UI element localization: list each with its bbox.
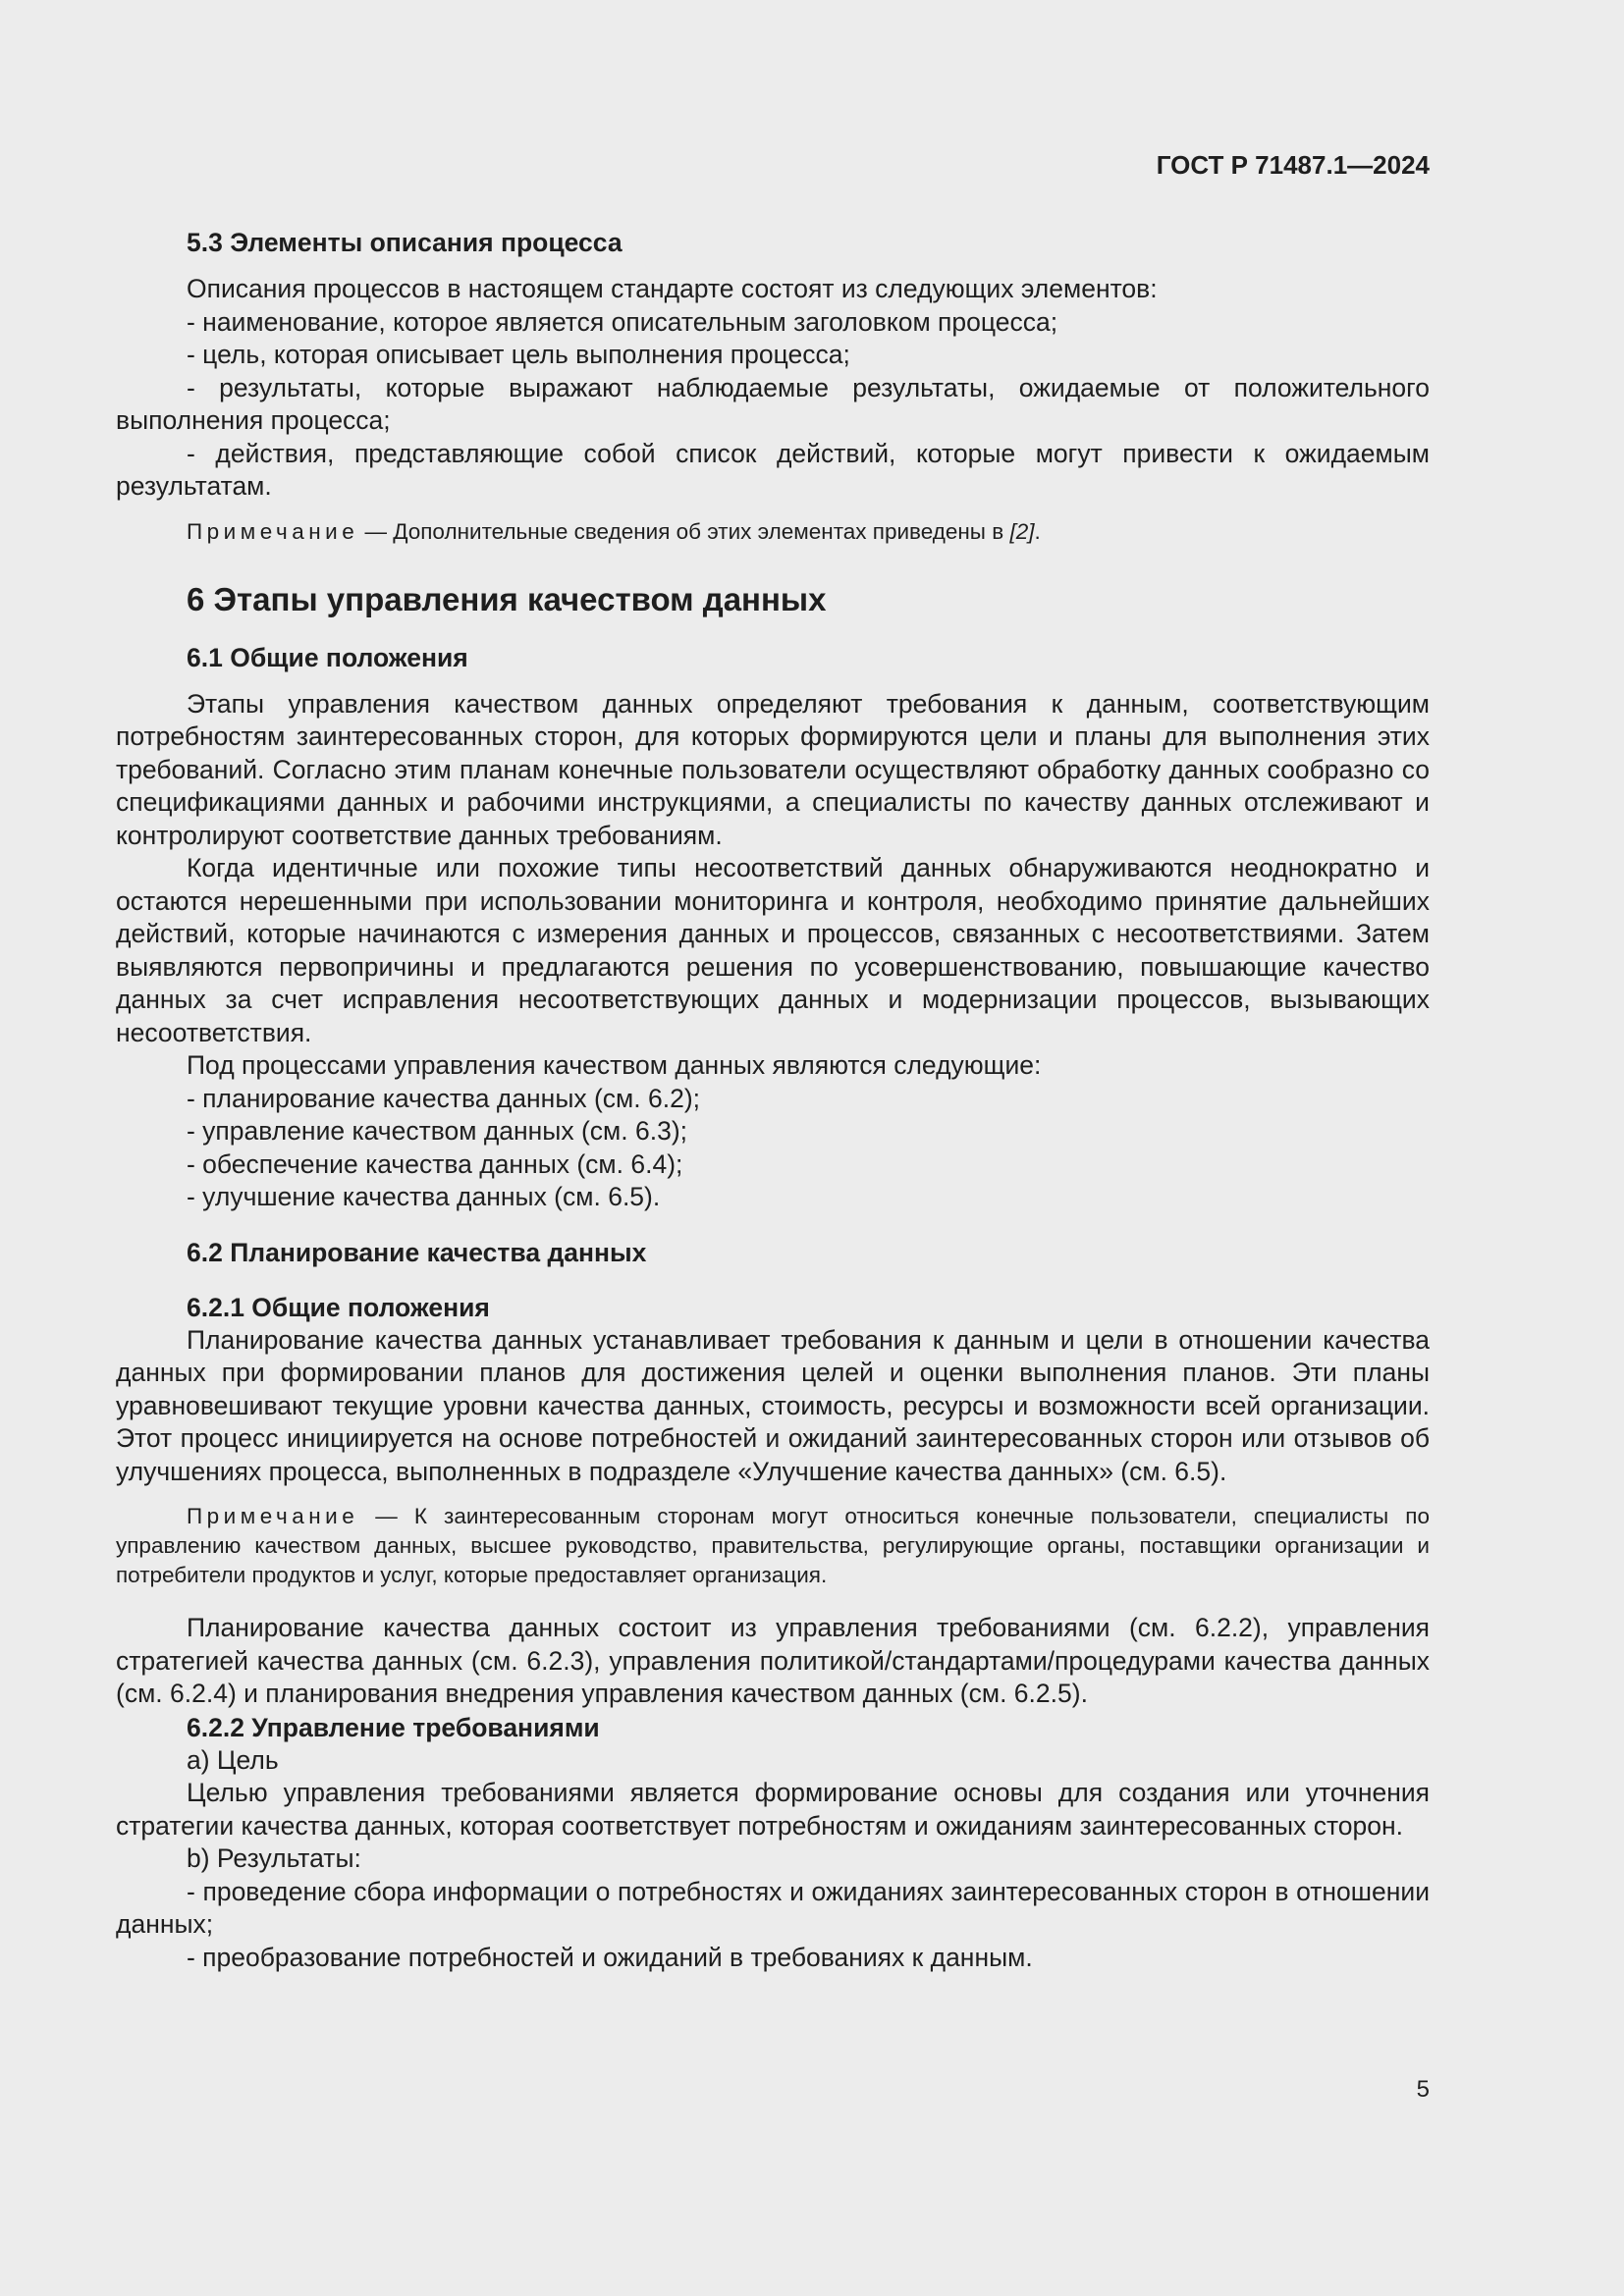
list-item: - действия, представляющие собой список действий, которые могут привести к ожидаемым результатам.	[116, 438, 1430, 501]
note-6-2-1	[116, 1502, 1430, 1590]
note-label: Примечание	[187, 1504, 359, 1528]
note-text: — Дополнительные сведения об этих элементах приведены в	[358, 518, 1010, 544]
section-6-2-1-heading: 6.2.1 Общие положения	[187, 1292, 490, 1322]
section-6-2-2-heading: 6.2.2 Управление требованиями	[187, 1712, 600, 1742]
section-6-1-heading: 6.1 Общие положения	[187, 642, 468, 672]
list-item: - проведение сбора информации о потребностях и ожиданиях заинтересованных сторон в отношении данных;	[116, 1876, 1430, 1939]
item-a-text: Целью управления требованиями является формирование основы для создания или уточнения стратегии качества данных, которая соответствует потребностям и ожиданиям заинтересованных сторон.	[116, 1778, 1430, 1841]
section-6-1-paragraph-2: Когда идентичные или похожие типы несоответствий данных обнаруживаются неоднократно и остаются нерешенными при использовании мониторинга и контроля, необходимо принятие дальнейших действий, которые начинаются с измерения данных и процессов, связанных с несоответствиями. Затем выявляются первопричины и предлагаются решения по усовершенствованию, повышающие качество данных за счет исправления несоответствующих данных и модернизации процессов, вызывающих несоответствия.	[116, 853, 1430, 1047]
item-a-label: a) Цель	[187, 1744, 279, 1775]
note-text: — К заинтересованным сторонам могут относиться конечные пользователи, специалисты по управлению качеством данных, высшее руководство, правительства, регулирующие органы, поставщики организации и потребители продуктов и услуг, которые предоставляет организация.	[116, 1504, 1430, 1587]
section-6-2-1-paragraph-1: Планирование качества данных устанавливает требования к данным и цели в отношении качества данных при формировании планов для достижения целей и оценки выполнения планов. Эти планы уравновешивают текущие уровни качества данных, стоимость, ресурсы и возможности всей организации. Этот процесс инициируется на основе потребностей и ожиданий заинтересованных сторон или отзывов об улучшениях процесса, выполненных в подразделе «Улучшение качества данных» (см. 6.5).	[116, 1324, 1430, 1486]
page-number: 5	[1416, 2076, 1430, 2103]
document-code: ГОСТ Р 71487.1—2024	[1156, 150, 1430, 180]
note-end: .	[1034, 518, 1041, 544]
list-item: - наименование, которое является описательным заголовком процесса;	[187, 306, 1058, 337]
section-5-3-heading: 5.3 Элементы описания процесса	[187, 228, 623, 257]
section-6-1-paragraph-1: Этапы управления качеством данных определяют требования к данным, соответствующим потребностям заинтересованных сторон, для которых формируются цели и планы для выполнения этих требований. Согласно этим планам конечные пользователи осуществляют обработку данных сообразно со спецификациями данных и рабочими инструкциями, а специалисты по качеству данных отслеживают и контролируют соответствие данных требованиям.	[116, 688, 1430, 850]
section-6-2-heading: 6.2 Планирование качества данных	[187, 1237, 647, 1267]
section-6-1-paragraph-3: Под процессами управления качеством данных являются следующие:	[187, 1050, 1042, 1080]
list-item: - результаты, которые выражают наблюдаемые результаты, ожидаемые от положительного выполнения процесса;	[116, 372, 1430, 435]
list-item: - управление качеством данных (см. 6.3);	[187, 1116, 688, 1146]
list-item: - улучшение качества данных (см. 6.5).	[187, 1182, 661, 1211]
note-label: Примечание	[187, 518, 359, 544]
item-b-label: b) Результаты:	[187, 1843, 361, 1873]
list-item: - обеспечение качества данных (см. 6.4);	[187, 1148, 683, 1179]
list-item: - цель, которая описывает цель выполнения процесса;	[187, 340, 850, 369]
section-5-3-intro: Описания процессов в настоящем стандарте состоят из следующих элементов:	[187, 274, 1158, 303]
section-6-2-1-paragraph-2: Планирование качества данных состоит из управления требованиями (см. 6.2.2), управления стратегией качества данных (см. 6.2.3), управления политикой/стандартами/процедурами качества данных (см. 6.2.4) и планирования внедрения управления качеством данных (см. 6.2.5).	[116, 1613, 1430, 1708]
note-5-3	[116, 517, 1430, 547]
list-item: - планирование качества данных (см. 6.2);	[187, 1083, 701, 1113]
page-content	[116, 145, 1430, 1974]
list-item: - преобразование потребностей и ожиданий в требованиях к данным.	[187, 1942, 1033, 1972]
section-6-heading: 6 Этапы управления качеством данных	[187, 580, 827, 617]
note-reference: [2]	[1009, 518, 1035, 544]
